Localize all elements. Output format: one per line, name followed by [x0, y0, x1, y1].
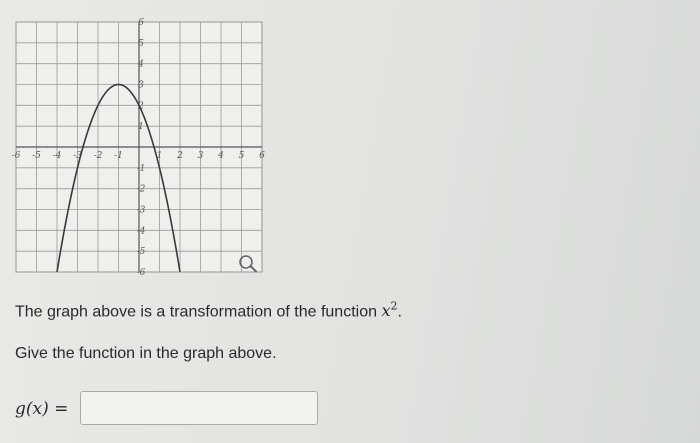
base-function-exponent: 2: [390, 300, 398, 313]
y-tick-label: -6: [136, 268, 146, 278]
coordinate-graph: [0, 0, 270, 280]
answer-input[interactable]: [80, 391, 318, 425]
y-tick-label: 6: [138, 18, 144, 28]
x-tick-label: 6: [259, 151, 265, 161]
y-tick-label: 4: [138, 59, 144, 70]
y-tick-label: -2: [136, 184, 146, 195]
x-tick-label: -6: [11, 151, 21, 161]
x-tick-label: 3: [197, 151, 204, 161]
x-tick-label: -4: [52, 151, 62, 161]
problem-statement: [15, 300, 402, 321]
x-tick-label: -3: [73, 151, 82, 161]
y-tick-label: -4: [136, 226, 146, 237]
y-tick-label: -1: [136, 163, 146, 174]
x-tick-label: -2: [93, 151, 103, 161]
x-tick-label: 2: [177, 151, 183, 161]
x-tick-label: 5: [238, 151, 245, 161]
magnifier-icon[interactable]: [236, 252, 262, 274]
y-tick-label: -3: [136, 205, 146, 216]
statement-period: .: [397, 303, 402, 321]
x-tick-label: -5: [32, 151, 41, 161]
y-tick-label: -5: [136, 247, 146, 258]
answer-label: g(x) =: [15, 399, 69, 419]
y-tick-label: 1: [138, 122, 144, 133]
base-function: [381, 301, 397, 320]
x-tick-label: -1: [114, 151, 123, 161]
y-tick-label: 3: [138, 80, 144, 91]
y-tick-label: 2: [138, 101, 144, 112]
x-tick-label: 4: [218, 151, 224, 161]
x-tick-label: 1: [156, 151, 163, 161]
base-function-variable: x: [381, 301, 391, 321]
statement-text: The graph above is a transformation of the function: [15, 303, 382, 321]
graph-panel: [0, 0, 270, 280]
y-tick-label: 5: [138, 38, 144, 49]
question-prompt: Give the function in the graph above.: [15, 345, 277, 362]
